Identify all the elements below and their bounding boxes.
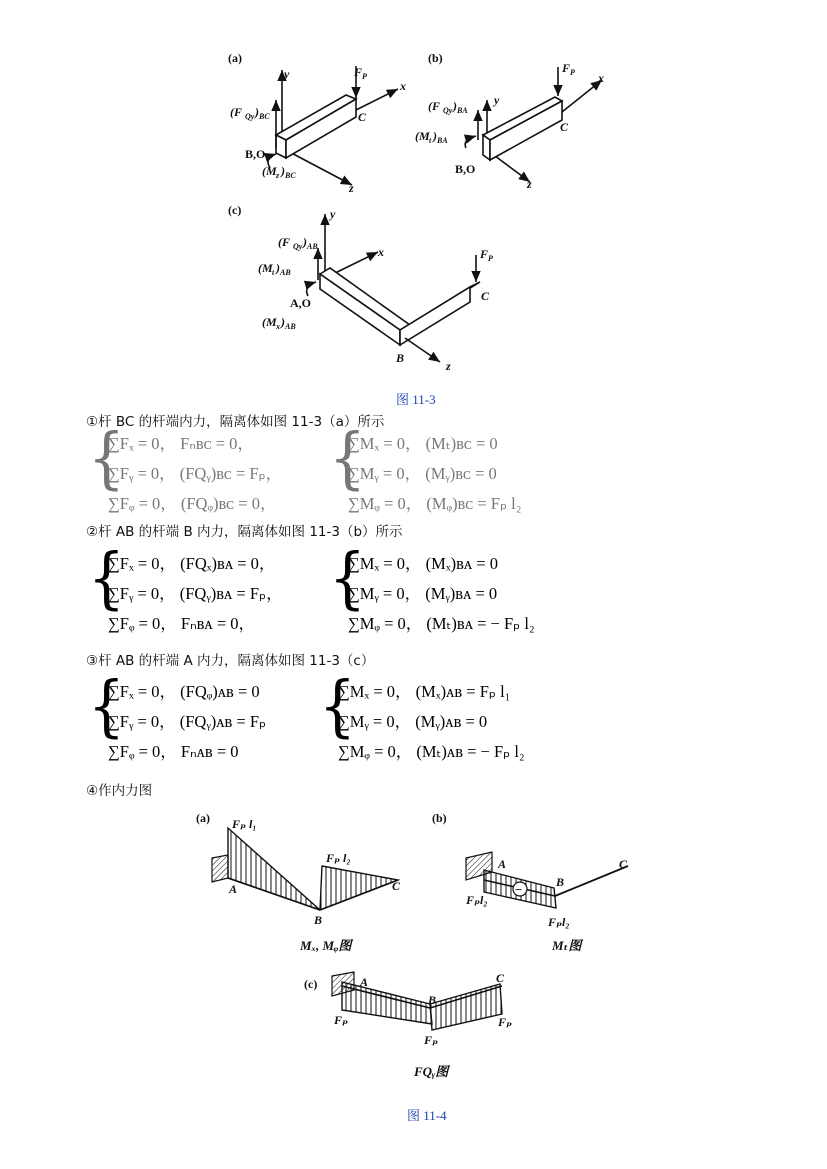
fig-a-mz-tail: ) <box>281 164 285 178</box>
fig-b-mt-label: (M <box>415 129 430 143</box>
fig4-c-p2: Fₚ <box>424 1033 438 1047</box>
fig-a-y-label: y <box>284 67 290 81</box>
fig-c-fq-tail: ) <box>303 235 307 249</box>
fig-c-fp-sub: P <box>488 254 493 263</box>
eq3-right-1: ∑Mᵧ = 0， (Mᵧ)ᴀʙ = 0 <box>338 712 488 731</box>
eq1-left-1: ∑Fᵧ = 0， (FQᵧ)ʙᴄ = Fₚ， <box>108 464 283 483</box>
figure-11-3 <box>0 0 827 390</box>
figure-11-3-drawing <box>0 0 827 390</box>
fig-c-mt-sub: t <box>272 268 275 277</box>
fig-b-bo-label: B,O <box>455 162 476 176</box>
brace-left: { <box>88 666 125 745</box>
fig-a-x-label: x <box>400 79 406 93</box>
fig-c-fq-label: (F <box>278 235 290 249</box>
eq2-left-1: ∑Fᵧ = 0， (FQᵧ)ʙᴀ = Fₚ， <box>108 584 283 603</box>
fig4-a-a-label: A <box>229 882 238 896</box>
fig-a-mz-label: (M <box>262 164 277 178</box>
diagram-b <box>466 852 628 908</box>
fig4-b-title: Mₜ图 <box>552 938 582 953</box>
fig-a-fq-tail: ) <box>255 105 259 119</box>
fig-b-fq-end: BA <box>457 106 468 115</box>
eq1-right-1: ∑Mᵧ = 0， (Mᵧ)ʙᴄ = 0 <box>348 464 497 483</box>
eq1-right-2: ∑Mᵩ = 0， (Mᵩ)ʙᴄ = Fₚ l₂ <box>348 494 522 513</box>
brace-right: { <box>329 538 366 617</box>
equation-group-3 <box>86 666 646 766</box>
figure-11-4-drawing <box>0 800 827 1100</box>
fig-c-tag: (c) <box>228 203 242 217</box>
fig4-a-tag: (a) <box>196 811 210 825</box>
fig4-a-v1: Fₚ l₁ <box>232 817 257 831</box>
fig-b-z-label: z <box>527 177 532 191</box>
fig4-c-b-label: B <box>428 993 437 1007</box>
fig-b-fq-label: (F <box>428 99 440 113</box>
fig-b-fp-sub: P <box>570 68 575 77</box>
eq2-left-0: ∑Fₓ = 0， (FQₓ)ʙᴀ = 0， <box>108 554 276 573</box>
brace-right: { <box>319 666 356 745</box>
fig4-b-tag: (b) <box>432 811 447 825</box>
fig-c-mt-end: AB <box>280 268 291 277</box>
eq2-right-2: ∑Mᵩ = 0， (Mₜ)ʙᴀ = − Fₚ l₂ <box>348 614 535 633</box>
brace-left: { <box>88 418 125 497</box>
fig4-c-p3: Fₚ <box>498 1015 512 1029</box>
fig-c-y-label: y <box>330 207 336 221</box>
fig4-c-a-label: A <box>360 975 369 989</box>
fig-b-mt-tail: ) <box>433 129 437 143</box>
fig-a-fq-label: (F <box>230 105 242 119</box>
fig-c-mx-end: AB <box>285 322 296 331</box>
figure-11-4 <box>0 800 827 1100</box>
fig4-a-title: Mₓ, Mᵩ图 <box>300 938 352 953</box>
fig4-a-c-label: C <box>392 879 401 893</box>
fig-a-z-label: z <box>349 181 354 195</box>
fig-a-mz-sub: z <box>276 171 280 180</box>
fig4-b-c-label: C <box>619 857 628 871</box>
fig-b-c-label: C <box>560 120 569 134</box>
fig-c-ao-label: A,O <box>290 296 311 310</box>
fig-c-mt-label: (M <box>258 261 273 275</box>
fig-b-x-label: x <box>598 71 604 85</box>
fig-c-b-label: B <box>396 351 405 365</box>
eq1-right-0: ∑Mₓ = 0， (Mₜ)ʙᴄ = 0 <box>348 434 498 453</box>
fig-a-tag: (a) <box>228 51 242 65</box>
fig-c-x-label: x <box>378 245 384 259</box>
eq1-left-2: ∑Fᵩ = 0， (FQᵩ)ʙᴄ = 0， <box>108 494 277 513</box>
fig-a-fq-end: BC <box>259 112 270 121</box>
fig-c-mx-sub: x <box>276 322 280 331</box>
fig-c-z-label: z <box>446 359 451 373</box>
subfigure-a <box>268 66 398 185</box>
brace-left: { <box>88 538 125 617</box>
subfigure-c <box>307 214 480 362</box>
fig-c-fq-end: AB <box>307 242 318 251</box>
fig4-c-title: FQᵧ图 <box>414 1064 449 1079</box>
fig-a-c-label: C <box>358 110 367 124</box>
fig-a-fq-sub: Qy <box>245 112 255 121</box>
equation-group-2 <box>86 538 646 638</box>
fig-a-bo-label: B,O <box>245 147 266 161</box>
fig-a-mz-end: BC <box>285 171 296 180</box>
fig-b-tag: (b) <box>428 51 443 65</box>
eq3-right-2: ∑Mᵩ = 0， (Mₜ)ᴀʙ = − Fₚ l₂ <box>338 742 525 761</box>
brace-right: { <box>329 418 366 497</box>
step-4-text: ④作内力图 <box>86 783 153 799</box>
eq2-right-0: ∑Mₓ = 0， (Mₓ)ʙᴀ = 0 <box>348 554 498 573</box>
fig4-b-sign: − <box>515 882 523 897</box>
fig4-c-tag: (c) <box>304 977 318 991</box>
step-1-text: ①杆 BC 的杆端内力，隔离体如图 11-3（a）所示 <box>86 414 385 430</box>
fig-b-mt-end: BA <box>437 136 448 145</box>
fig4-c-c-label: C <box>496 971 505 985</box>
figure-11-4-caption: 图 11-4 <box>407 1108 447 1123</box>
figure-11-3-caption: 图 11-3 <box>396 392 436 407</box>
fig4-a-v2: Fₚ l₂ <box>326 851 351 865</box>
fig4-b-v1: Fₚl₂ <box>466 893 488 907</box>
step-2-text: ②杆 AB 的杆端 B 内力，隔离体如图 11-3（b）所示 <box>86 524 403 540</box>
diagram-c <box>332 972 502 1030</box>
fig-c-mx-tail: ) <box>281 315 285 329</box>
fig-c-c-label: C <box>481 289 490 303</box>
eq3-left-1: ∑Fᵧ = 0， (FQᵧ)ᴀʙ = Fₚ <box>108 712 267 731</box>
diagram-a <box>212 828 398 910</box>
fig4-b-b-label: B <box>556 875 565 889</box>
fig-c-mt-tail: ) <box>276 261 280 275</box>
fig-c-mx-label: (M <box>262 315 277 329</box>
fig-b-y-label: y <box>494 93 500 107</box>
step-3-text: ③杆 AB 的杆端 A 内力，隔离体如图 11-3（c） <box>86 653 375 669</box>
fig4-b-a-label: A <box>498 857 507 871</box>
fig-b-mt-sub: t <box>429 136 432 145</box>
eq2-right-1: ∑Mᵧ = 0， (Mᵧ)ʙᴀ = 0 <box>348 584 498 603</box>
fig-b-fq-tail: ) <box>453 99 457 113</box>
fig-b-fq-sub: Qy <box>443 106 453 115</box>
eq2-left-2: ∑Fᵩ = 0， Fₙʙᴀ = 0， <box>108 614 256 633</box>
fig-a-fp-sub: P <box>362 72 367 81</box>
fig-a-fp-label: F <box>354 65 363 79</box>
fig4-a-b-label: B <box>314 913 323 927</box>
fig-c-fq-sub: Qy <box>293 242 303 251</box>
fig-b-fp-label: F <box>562 61 571 75</box>
eq3-right-0: ∑Mₓ = 0， (Mₓ)ᴀʙ = Fₚ l₁ <box>338 682 511 701</box>
fig4-b-v2: Fₚl₂ <box>548 915 570 929</box>
eq3-left-2: ∑Fᵩ = 0， Fₙᴀʙ = 0 <box>108 742 239 761</box>
eq3-left-0: ∑Fₓ = 0， (FQᵩ)ᴀʙ = 0 <box>108 682 260 701</box>
fig4-c-p1: Fₚ <box>334 1013 348 1027</box>
eq1-left-0: ∑Fₓ = 0， Fₙʙᴄ = 0， <box>108 434 254 453</box>
subfigure-b <box>465 67 602 182</box>
fig-c-fp-label: F <box>480 247 489 261</box>
